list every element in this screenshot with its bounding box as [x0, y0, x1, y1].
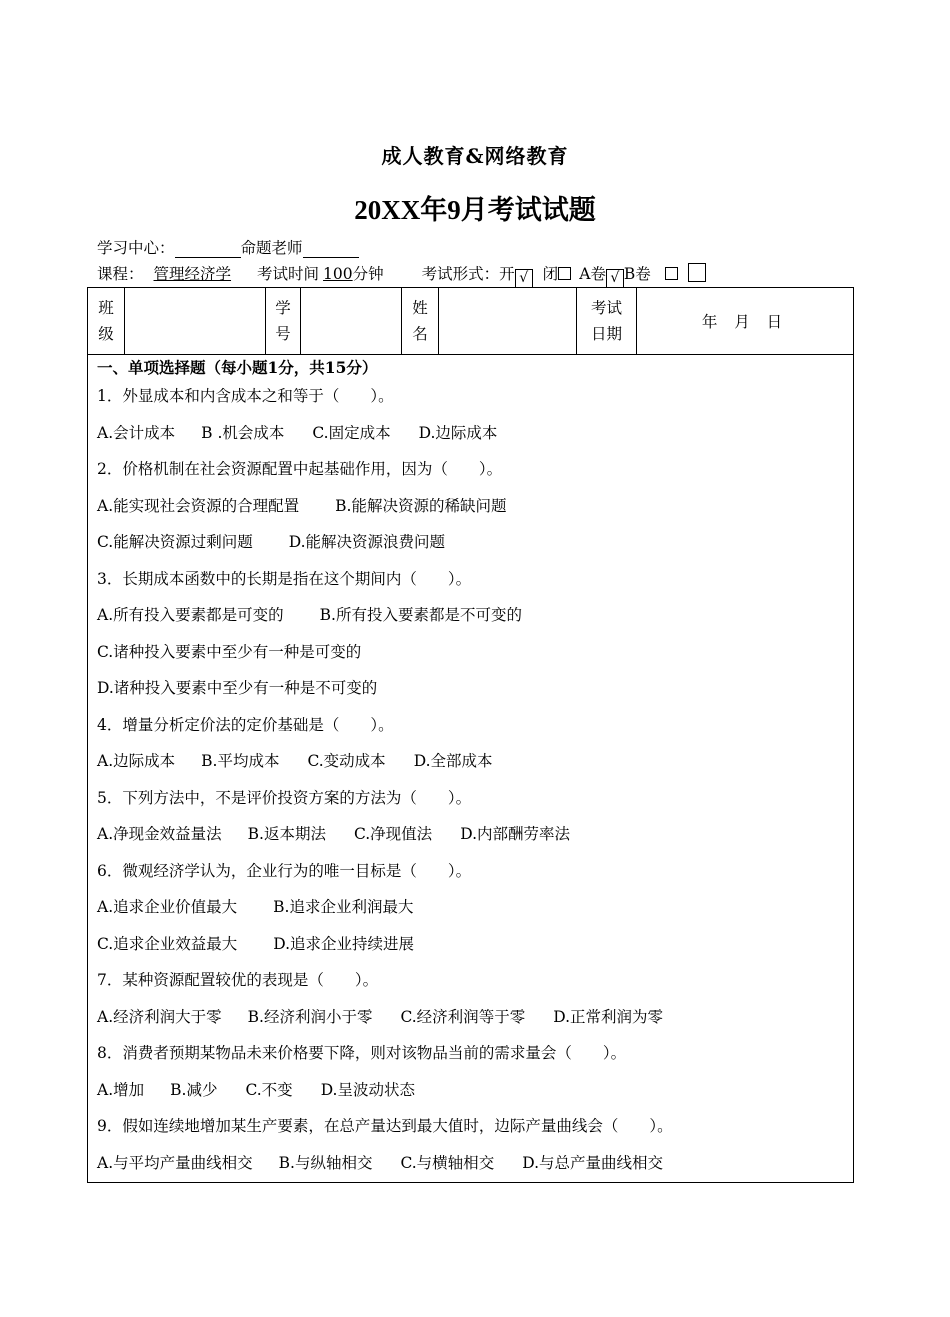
b-paper-label: B卷 — [623, 265, 651, 283]
answer-option[interactable]: A.净现金效益量法 — [97, 825, 222, 843]
question-text: 1．外显成本和内含成本之和等于（ ）。 — [97, 387, 394, 405]
answer-option[interactable]: A.增加 — [97, 1080, 145, 1099]
course-underline — [231, 270, 245, 288]
answer-option[interactable]: B.与纵轴相交 — [278, 1153, 373, 1172]
answer-option[interactable]: B.平均成本 — [201, 752, 280, 770]
time-value: 100 — [323, 265, 353, 283]
center-teacher-line — [97, 236, 359, 258]
answer-option[interactable]: C.追求企业效益最大 — [97, 934, 238, 953]
time-unit: 分钟 — [352, 265, 384, 283]
institution-title: 成人教育&网络教育 — [381, 144, 569, 168]
answer-option[interactable]: D.与总产量曲线相交 — [522, 1153, 664, 1172]
question-text: 3．长期成本函数中的长期是指在这个期间内（ ）。 — [97, 569, 472, 588]
option-row — [97, 932, 414, 954]
date-label-bottom: 日期 — [590, 325, 622, 343]
class-label — [88, 288, 125, 355]
course-line — [97, 262, 706, 288]
answer-option[interactable]: B.减少 — [170, 1080, 218, 1099]
option-row — [97, 822, 570, 844]
answer-option[interactable]: B.返本期法 — [247, 825, 326, 843]
open-checkbox[interactable]: √ — [515, 269, 533, 288]
option-row — [97, 530, 445, 552]
answer-option[interactable]: D.边际成本 — [418, 423, 498, 442]
class-label-top: 班 — [98, 299, 114, 317]
answer-option[interactable]: A.经济利润大于零 — [97, 1007, 222, 1026]
question-text: 4．增量分析定价法的定价基础是（ ）。 — [97, 715, 394, 734]
option-row — [97, 1078, 415, 1100]
option-row — [97, 640, 361, 662]
name-label-top: 姓 — [412, 299, 428, 317]
answer-option[interactable]: C.变动成本 — [307, 752, 386, 770]
time-label: 考试时间 — [257, 265, 320, 283]
answer-option[interactable]: D.正常利润为零 — [553, 1007, 664, 1026]
answer-option[interactable]: A.会计成本 — [97, 423, 176, 442]
teacher-blank[interactable] — [303, 240, 359, 258]
answer-option[interactable]: C.与横轴相交 — [400, 1153, 495, 1172]
date-label-top: 考试 — [590, 299, 622, 317]
extra-checkbox[interactable] — [688, 263, 706, 282]
a-paper-checkbox[interactable]: √ — [606, 269, 624, 288]
question-text: 5．下列方法中，不是评价投资方案的方法为（ ）。 — [97, 788, 472, 807]
option-row — [97, 421, 497, 443]
option-row — [97, 494, 506, 516]
option-row — [97, 603, 522, 625]
answer-option[interactable]: D.全部成本 — [413, 752, 493, 770]
question-text: 2．价格机制在社会资源配置中起基础作用，因为（ ）。 — [97, 460, 503, 478]
id-field[interactable] — [301, 288, 402, 355]
b-paper-checkbox[interactable] — [665, 267, 678, 280]
a-paper-label: A卷 — [579, 265, 606, 283]
center-label: 学习中心： — [97, 239, 175, 257]
answer-option[interactable]: C.诸种投入要素中至少有一种是可变的 — [97, 642, 362, 661]
date-label — [577, 288, 637, 355]
answer-option[interactable]: C.净现值法 — [353, 825, 433, 843]
name-label — [402, 288, 439, 355]
question-text: 7．某种资源配置较优的表现是（ ）。 — [97, 971, 379, 989]
answer-option[interactable]: C.固定成本 — [312, 423, 391, 442]
answer-option[interactable]: C.能解决资源过剩问题 — [97, 533, 253, 551]
answer-option[interactable]: D.内部酬劳率法 — [460, 825, 571, 843]
question-text: 6．微观经济学认为，企业行为的唯一目标是（ ）。 — [97, 861, 472, 880]
name-label-bottom: 名 — [412, 325, 428, 343]
student-info-table — [87, 287, 854, 355]
teacher-label: 命题老师 — [240, 239, 303, 257]
course-value: 管理经济学 — [153, 265, 232, 283]
answer-option[interactable]: A.与平均产量曲线相交 — [97, 1153, 253, 1172]
section-title: 一、单项选择题（每小题1分，共15分） — [97, 358, 378, 377]
answer-option[interactable]: A.追求企业价值最大 — [97, 898, 238, 916]
answer-option[interactable]: B.能解决资源的稀缺问题 — [335, 496, 507, 515]
answer-option[interactable]: A.边际成本 — [97, 752, 176, 770]
center-blank[interactable] — [175, 240, 241, 258]
id-label-bottom: 号 — [275, 325, 291, 343]
answer-option[interactable]: B.所有投入要素都是不可变的 — [319, 606, 522, 624]
option-row — [97, 749, 493, 771]
option-row — [97, 1151, 663, 1173]
answer-option[interactable]: C.不变 — [245, 1080, 293, 1099]
answer-option[interactable]: D.诸种投入要素中至少有一种是不可变的 — [97, 679, 378, 697]
answer-option[interactable]: B.经济利润小于零 — [247, 1007, 373, 1026]
class-field[interactable] — [125, 288, 266, 355]
answer-option[interactable]: D.呈波动状态 — [320, 1080, 415, 1099]
option-row — [97, 1005, 663, 1027]
option-row — [97, 895, 413, 917]
answer-option[interactable]: D.能解决资源浪费问题 — [288, 533, 446, 551]
question-text: 8．消费者预期某物品未来价格要下降，则对该物品当前的需求量会（ ）。 — [97, 1044, 627, 1062]
closed-label: 闭 — [542, 265, 559, 283]
class-label-bottom: 级 — [98, 325, 114, 343]
answer-option[interactable]: A.所有投入要素都是可变的 — [97, 606, 284, 624]
question-text: 9．假如连续地增加某生产要素，在总产量达到最大值时，边际产量曲线会（ ）。 — [97, 1117, 673, 1135]
id-label — [266, 288, 301, 355]
id-label-top: 学 — [275, 299, 291, 317]
form-label: 考试形式：开 — [421, 265, 515, 283]
closed-checkbox[interactable] — [558, 267, 571, 280]
name-field[interactable] — [439, 288, 577, 355]
answer-option[interactable]: B .机会成本 — [201, 423, 285, 442]
option-row — [97, 676, 377, 698]
answer-option[interactable]: C.经济利润等于零 — [400, 1007, 526, 1026]
answer-option[interactable]: B.追求企业利润最大 — [273, 898, 414, 916]
course-label: 课程： — [97, 265, 144, 283]
answer-option[interactable]: A.能实现社会资源的合理配置 — [97, 496, 300, 515]
date-field[interactable]: 年 月 日 — [637, 288, 854, 355]
answer-option[interactable]: D.追求企业持续进展 — [273, 934, 415, 953]
exam-title: 20XX年9月考试试题 — [354, 195, 596, 225]
